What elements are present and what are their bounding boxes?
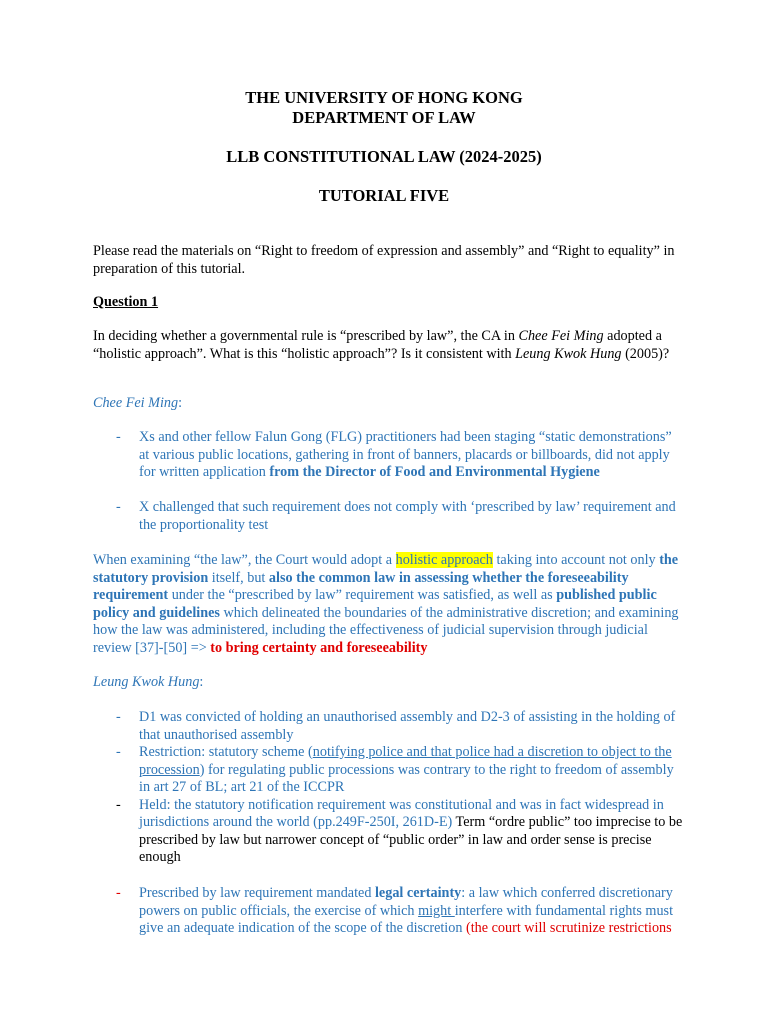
underlined-text: might — [418, 902, 455, 919]
case-name-leung: Leung Kwok Hung — [515, 345, 622, 362]
paragraph-text: which delineated the boundaries of the administrative discretion; and examining how the law was administered, including the effectiveness of judicial supervision through judicial review [37]-[50] => — [93, 604, 679, 656]
dash-bullet: - — [116, 499, 121, 515]
chee-bullets — [93, 429, 683, 482]
dash-bullet: - — [116, 429, 121, 445]
holistic-paragraph — [93, 552, 683, 657]
chee-title: Chee Fei Ming — [93, 395, 179, 411]
chee-colon: : — [178, 395, 183, 411]
bullet-text: : a law which conferred discretionary powers on public officials, the exercise of which — [139, 885, 673, 919]
university-title: THE UNIVERSITY OF HONG KONG — [245, 88, 523, 107]
list-item — [93, 429, 683, 482]
list-item — [93, 744, 683, 797]
bold-text: also the common law in assessing whether the foreseeability requirement — [93, 569, 629, 603]
intro-paragraph: Please read the materials on “Right to freedom of expression and assembly” and “Right to equality” in preparation of this tutorial. — [93, 243, 675, 277]
bullet-text: Prescribed by law requirement mandated — [139, 885, 375, 901]
bullet-text: X challenged that such requirement does not comply with ‘prescribed by law’ requirement and the proportionality test — [139, 499, 676, 533]
list-item — [93, 709, 683, 744]
question-text-part: In deciding whether a governmental rule is “prescribed by law”, the CA in — [93, 328, 519, 344]
leung-bullets-2 — [93, 885, 683, 938]
highlighted-text: holistic approach — [395, 552, 493, 568]
bullet-text: Xs and other fellow Falun Gong (FLG) practitioners had been staging “static demonstrations” at various public locations, gathering in front of banners, placards or billboards, did not apply for written application — [139, 429, 672, 480]
paragraph-text: under the “prescribed by law” requirement was satisfied, as well as — [168, 587, 557, 603]
bullet-black-text: Term “ordre public” too imprecise to be prescribed by law but narrower concept of “public order” in law and order sense is precise enough — [139, 814, 683, 865]
bold-text: the statutory provision — [93, 552, 679, 586]
list-item — [93, 797, 683, 867]
case-name-chee: Chee Fei Ming — [518, 328, 604, 344]
dash-bullet: - — [116, 744, 121, 760]
leung-title: Leung Kwok Hung — [93, 674, 200, 690]
tutorial-title: TUTORIAL FIVE — [318, 186, 450, 205]
question-heading: Question 1 — [93, 294, 159, 310]
bold-text: published public policy and guidelines — [93, 587, 657, 621]
bullet-text: interfere with fundamental rights must give an adequate indication of the scope of the discretion — [139, 902, 674, 936]
bullet-text: Held: the statutory notification requirement was constitutional and was in fact widespread in jurisdictions around the world (pp.249F-250I, 261D-E) — [139, 796, 664, 830]
bold-text: legal certainty — [374, 885, 462, 901]
question-text-part: adopted a “holistic approach”. What is this “holistic approach”? Is it consistent with — [93, 328, 662, 362]
chee-heading — [93, 395, 683, 413]
bullet-text: Restriction: statutory scheme ( — [139, 744, 313, 760]
dash-bullet: - — [116, 709, 121, 725]
leung-heading — [93, 674, 683, 692]
list-item — [93, 885, 683, 938]
list-item — [93, 499, 683, 534]
question-text — [93, 328, 683, 363]
red-text: (the court will scrutinize restrictions — [466, 920, 672, 936]
bullet-bold-text: from the Director of Food and Environmental Hygiene — [269, 464, 600, 480]
dash-bullet: - — [116, 885, 121, 901]
bullet-text: D1 was convicted of holding an unauthorised assembly and D2-3 of assisting in the holding of that unauthorised assembly — [139, 709, 676, 743]
chee-bullets-2 — [93, 499, 683, 534]
bullet-text: ) for regulating public processions was contrary to the right to freedom of assembly in art 27 of BL; art 21 of the ICCPR — [139, 761, 674, 795]
paragraph-text: itself, but — [208, 569, 269, 586]
department-title: DEPARTMENT OF LAW — [292, 108, 476, 127]
course-title: LLB CONSTITUTIONAL LAW (2024-2025) — [226, 147, 542, 166]
leung-colon: : — [199, 674, 204, 690]
leung-bullets — [93, 709, 683, 867]
red-bold-text: to bring certainty and foreseeability — [210, 639, 428, 656]
paragraph-text: When examining “the law”, the Court would adopt a — [93, 552, 396, 568]
dash-bullet: - — [116, 796, 121, 813]
underlined-text: notifying police and that police had a discretion to object to the procession — [139, 744, 672, 778]
paragraph-text: taking into account not only — [492, 552, 660, 568]
question-text-part: (2005)? — [621, 345, 670, 362]
